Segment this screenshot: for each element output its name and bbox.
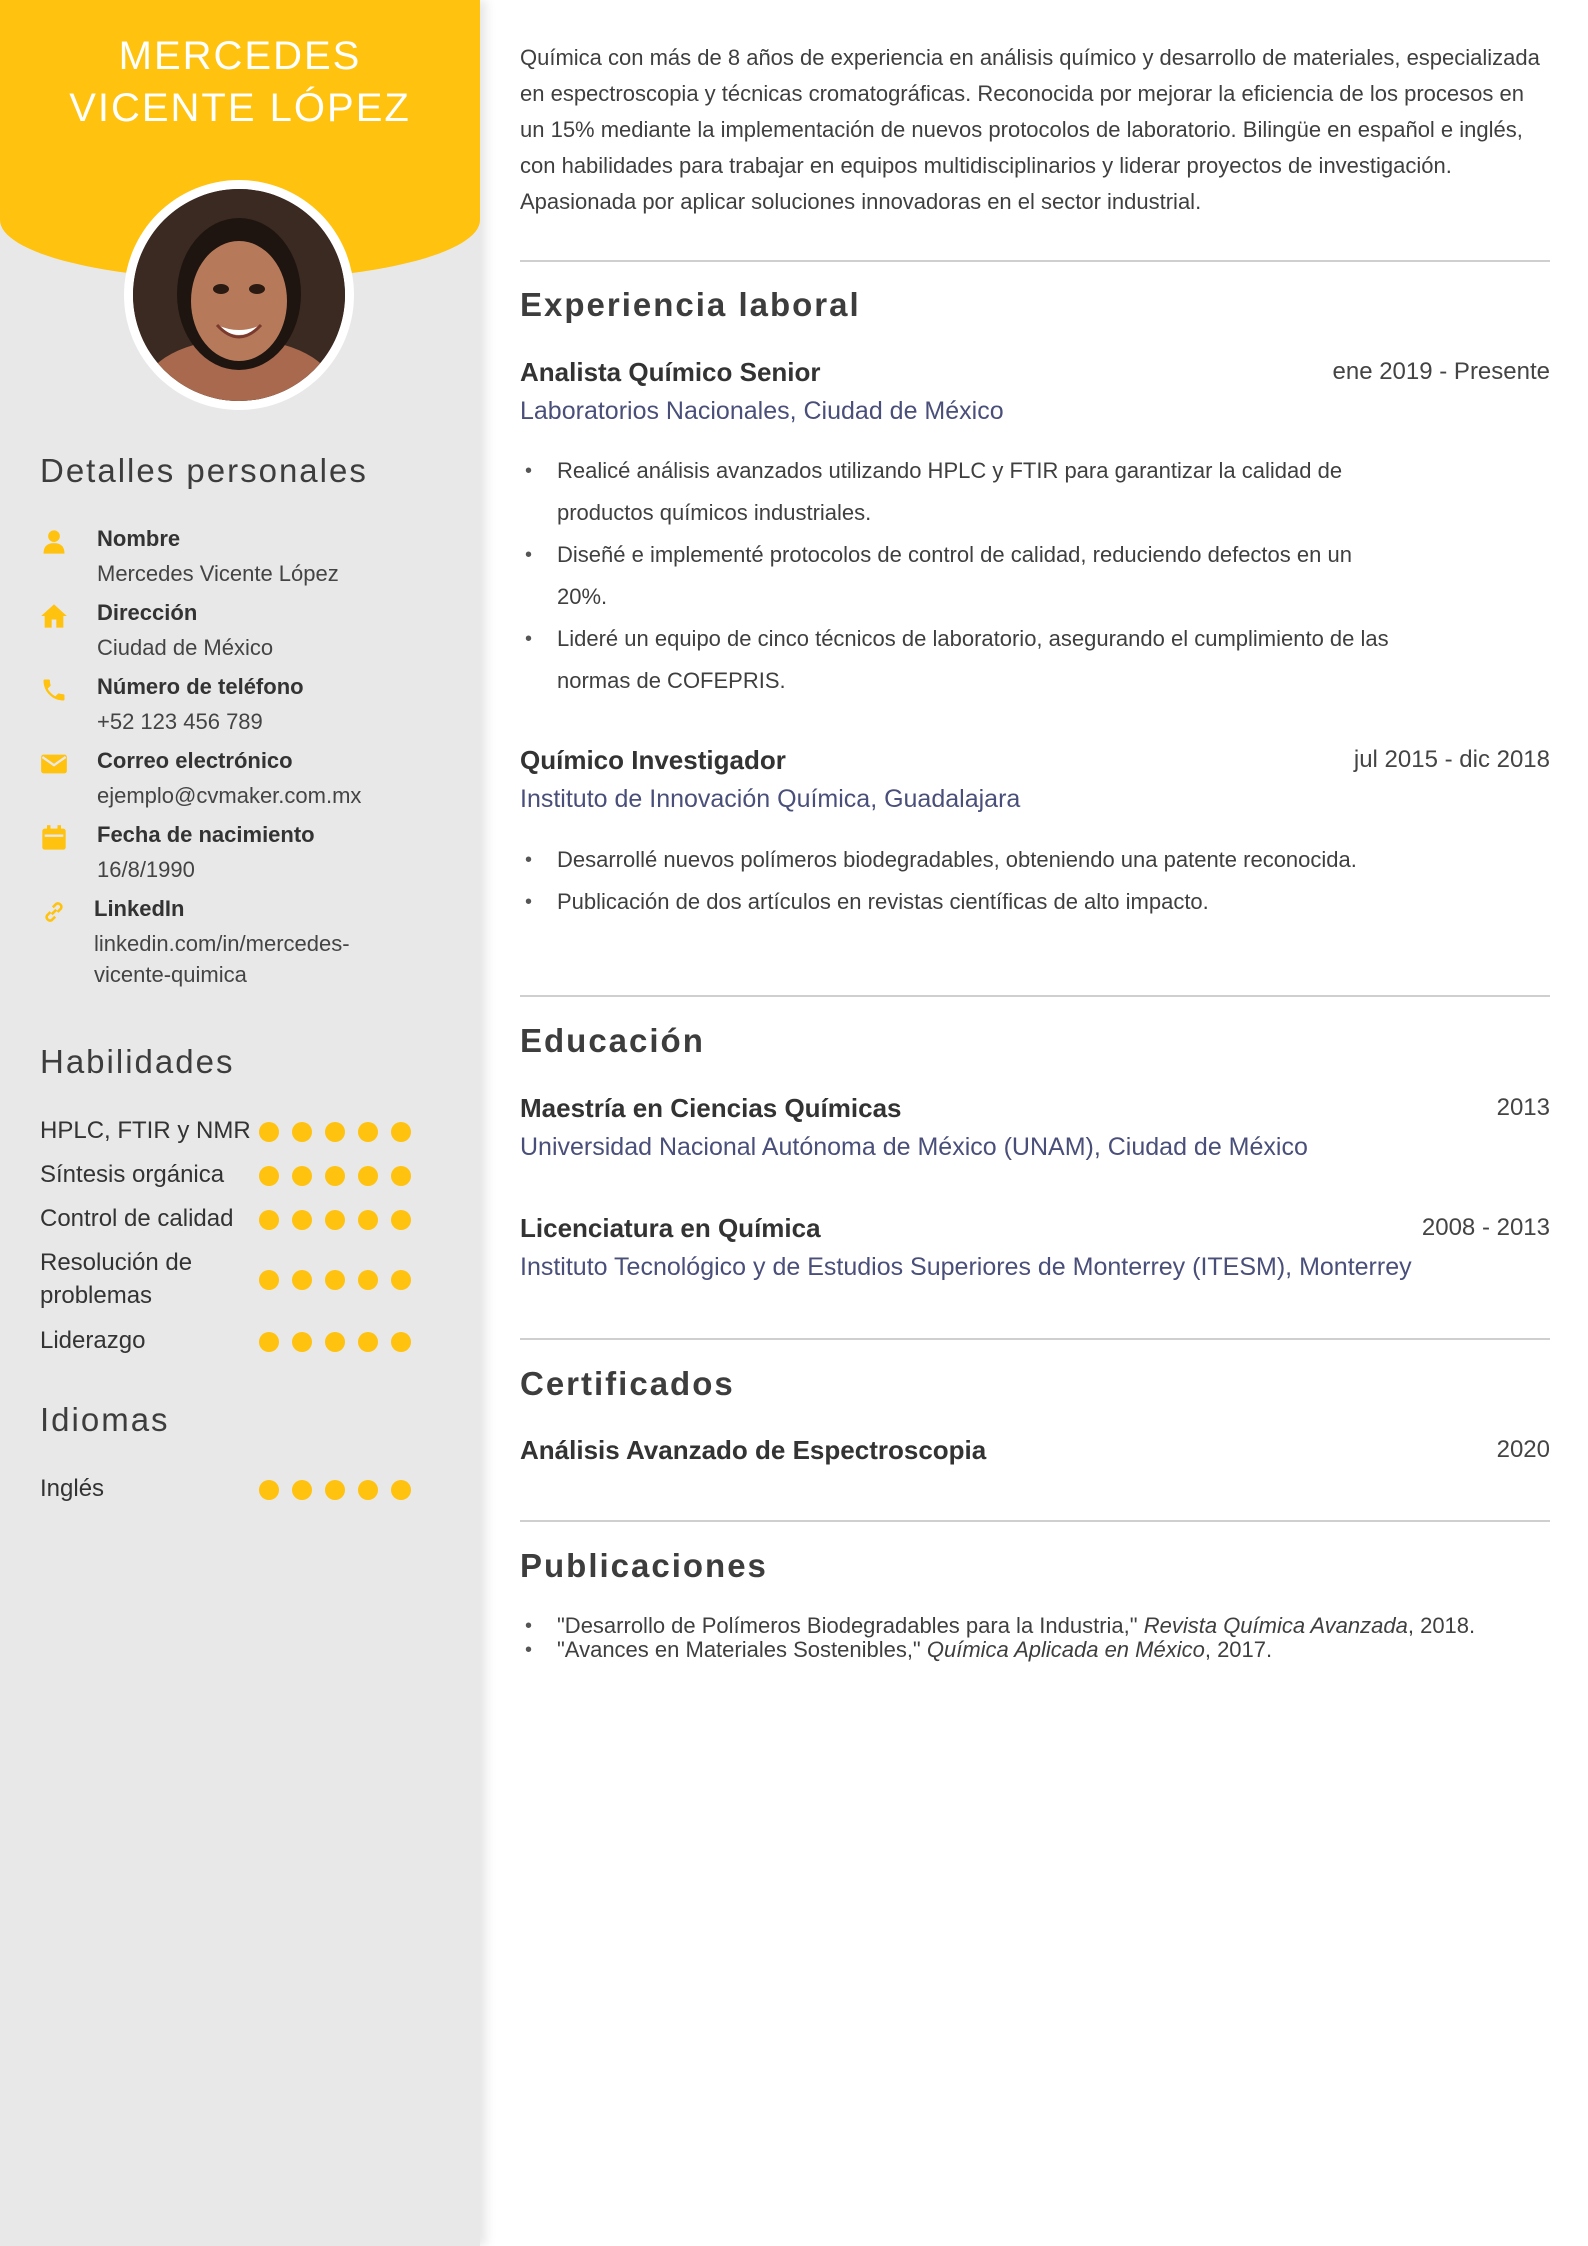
rating-dot	[358, 1270, 378, 1290]
skill-name: Liderazgo	[40, 1327, 146, 1354]
rating-dot	[259, 1210, 279, 1230]
person-icon	[40, 528, 68, 556]
personal-details-heading: Detalles personales	[40, 452, 368, 489]
job-bullets	[520, 450, 1390, 702]
job-bullets	[520, 839, 1390, 923]
name-line-2: VICENTE LÓPEZ	[69, 86, 411, 130]
rating-dot	[259, 1166, 279, 1186]
job-bullet: • Diseñé e implementé protocolos de control de calidad, reduciendo defectos en un 20%.	[520, 534, 1390, 618]
detail-value: +52 123 456 789	[97, 709, 263, 734]
job-date: jul 2015 - dic 2018	[1353, 746, 1550, 773]
degree-institution: Instituto Tecnológico y de Estudios Superiores de Monterrey (ITESM), Monterrey	[520, 1253, 1412, 1281]
section-divider	[520, 995, 1550, 997]
rating-dot	[325, 1210, 345, 1230]
publication-item	[520, 1614, 1550, 1638]
skill-row	[40, 1246, 420, 1314]
detail-label: Nombre	[97, 526, 181, 551]
skill-rating	[259, 1210, 411, 1230]
rating-dot	[259, 1480, 279, 1500]
candidate-name	[0, 30, 480, 134]
rating-dot	[292, 1480, 312, 1500]
job-title: Analista Químico Senior	[520, 357, 821, 387]
detail-name	[40, 526, 440, 596]
publication-year: , 2018.	[1407, 1613, 1476, 1638]
certificate-title: Análisis Avanzado de Espectroscopia	[520, 1435, 987, 1465]
experience-heading: Experiencia laboral	[520, 286, 861, 323]
sidebar	[0, 0, 480, 2246]
job-bullet: • Lideré un equipo de cinco técnicos de laboratorio, asegurando el cumplimiento de las normas de COFEPRIS.	[520, 618, 1390, 702]
rating-dot	[391, 1332, 411, 1352]
detail-label: Fecha de nacimiento	[97, 822, 315, 847]
detail-value: Mercedes Vicente López	[97, 561, 339, 586]
linkedin-link[interactable]: linkedin.com/in/mercedes-vicente-quimica	[94, 931, 350, 987]
section-divider	[520, 260, 1550, 262]
skills-heading: Habilidades	[40, 1043, 235, 1080]
profile-summary: Química con más de 8 años de experiencia en análisis químico y desarrollo de materiales, especializada en espectroscopia y técnicas cromatográficas. Reconocida por mejorar la eficiencia de los procesos en un 15% mediante la implementación de nuevos protocolos de laboratorio. Bilingüe en español e inglés, con habilidades para trabajar en equipos multidisciplinarios y liderar proyectos de investigación. Apasionada por aplicar soluciones innovadoras en el sector industrial.	[520, 45, 1540, 214]
publication-item	[520, 1638, 1550, 1662]
skill-name: Control de calidad	[40, 1205, 234, 1232]
rating-dot	[292, 1332, 312, 1352]
certificate-date: 2020	[1496, 1436, 1550, 1463]
publications-list	[520, 1614, 1550, 1662]
profile-photo	[124, 180, 354, 410]
language-name: Inglés	[40, 1475, 105, 1502]
skill-row	[40, 1202, 420, 1236]
photo-portrait	[133, 189, 345, 401]
skill-rating	[259, 1270, 411, 1290]
rating-dot	[325, 1270, 345, 1290]
publication-year: , 2017.	[1204, 1637, 1273, 1662]
languages-heading: Idiomas	[40, 1401, 170, 1438]
detail-value: Ciudad de México	[97, 635, 274, 660]
job-bullet: • Realicé análisis avanzados utilizando HPLC y FTIR para garantizar la calidad de productos químicos industriales.	[520, 450, 1390, 534]
job-bullet: • Desarrollé nuevos polímeros biodegradables, obteniendo una patente reconocida.	[520, 839, 1390, 881]
rating-dot	[391, 1122, 411, 1142]
rating-dot	[358, 1122, 378, 1142]
rating-dot	[391, 1480, 411, 1500]
rating-dot	[292, 1122, 312, 1142]
detail-phone	[40, 674, 440, 744]
rating-dot	[292, 1210, 312, 1230]
skill-row	[40, 1114, 420, 1148]
detail-birthdate	[40, 822, 440, 892]
portrait-illustration	[133, 189, 345, 401]
degree-title: Maestría en Ciencias Químicas	[520, 1093, 902, 1123]
detail-email	[40, 748, 440, 818]
section-divider	[520, 1338, 1550, 1340]
certificates-heading: Certificados	[520, 1365, 735, 1402]
detail-label: Correo electrónico	[97, 748, 293, 773]
skill-name: Síntesis orgánica	[40, 1161, 225, 1188]
skill-rating	[259, 1166, 411, 1186]
detail-label: Número de teléfono	[97, 674, 304, 699]
skill-rating	[259, 1122, 411, 1142]
degree-date: 2008 - 2013	[1421, 1214, 1550, 1241]
job-organization: Laboratorios Nacionales, Ciudad de México	[520, 397, 1004, 425]
education-heading: Educación	[520, 1022, 705, 1059]
rating-dot	[358, 1166, 378, 1186]
rating-dot	[325, 1332, 345, 1352]
envelope-icon	[40, 750, 68, 778]
phone-icon	[40, 676, 68, 704]
link-icon	[40, 898, 68, 926]
skill-name: Resolución de problemas	[40, 1249, 193, 1309]
degree-date: 2013	[1496, 1094, 1550, 1121]
job-bullet: • Publicación de dos artículos en revistas científicas de alto impacto.	[520, 881, 1390, 923]
section-divider	[520, 1520, 1550, 1522]
rating-dot	[358, 1480, 378, 1500]
name-line-1: MERCEDES	[118, 34, 362, 78]
job-title: Químico Investigador	[520, 745, 786, 775]
publications-heading: Publicaciones	[520, 1547, 768, 1584]
skill-rating	[259, 1332, 411, 1352]
degree-title: Licenciatura en Química	[520, 1213, 821, 1243]
rating-dot	[259, 1270, 279, 1290]
skill-name: HPLC, FTIR y NMR	[40, 1117, 251, 1144]
rating-dot	[391, 1210, 411, 1230]
rating-dot	[292, 1166, 312, 1186]
rating-dot	[325, 1480, 345, 1500]
degree-institution: Universidad Nacional Autónoma de México (UNAM), Ciudad de México	[520, 1133, 1308, 1161]
detail-linkedin	[40, 896, 440, 996]
language-row	[40, 1472, 420, 1506]
rating-dot	[391, 1166, 411, 1186]
calendar-icon	[40, 824, 68, 852]
rating-dot	[259, 1122, 279, 1142]
job-date: ene 2019 - Presente	[1332, 358, 1550, 385]
rating-dot	[259, 1332, 279, 1352]
rating-dot	[325, 1166, 345, 1186]
rating-dot	[358, 1332, 378, 1352]
detail-value: 16/8/1990	[97, 857, 195, 882]
job-organization: Instituto de Innovación Química, Guadalajara	[520, 785, 1021, 813]
rating-dot	[358, 1210, 378, 1230]
publication-title: "Avances en Materiales Sostenibles,"	[557, 1637, 927, 1662]
rating-dot	[391, 1270, 411, 1290]
rating-dot	[292, 1270, 312, 1290]
detail-address	[40, 600, 440, 670]
detail-value: ejemplo@cvmaker.com.mx	[97, 783, 362, 808]
detail-label: Dirección	[97, 600, 198, 625]
skill-row	[40, 1324, 420, 1358]
publication-journal: Química Aplicada en México	[926, 1637, 1205, 1662]
publication-journal: Revista Química Avanzada	[1143, 1613, 1408, 1638]
main-content	[520, 0, 1550, 2246]
language-rating	[259, 1480, 411, 1500]
publication-title: "Desarrollo de Polímeros Biodegradables para la Industria,"	[557, 1613, 1144, 1638]
rating-dot	[325, 1122, 345, 1142]
home-icon	[40, 602, 68, 630]
detail-label: LinkedIn	[94, 896, 185, 921]
skill-row	[40, 1158, 420, 1192]
